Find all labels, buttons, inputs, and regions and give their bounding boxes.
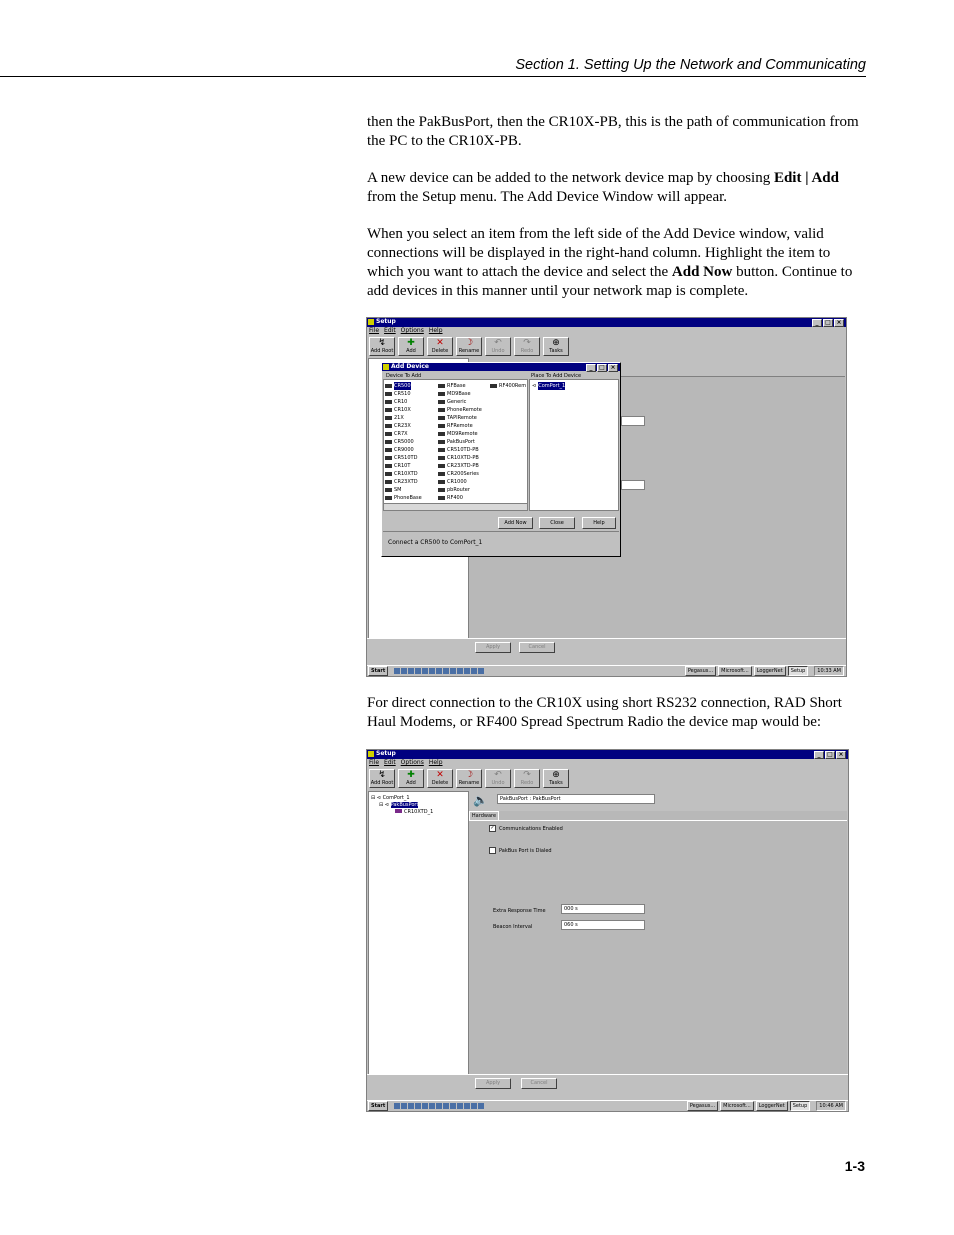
- device-icon: [438, 496, 445, 500]
- device-icon: [490, 384, 497, 388]
- device-icon: [385, 456, 392, 460]
- menu-edit[interactable]: Edit: [384, 759, 396, 766]
- start-button[interactable]: Start: [368, 1101, 388, 1111]
- device-icon: [385, 496, 392, 500]
- tree-node-pakbusport[interactable]: ⊟ ⊲ PakBusPort: [379, 802, 419, 808]
- redo-button[interactable]: ↷ Redo: [514, 337, 540, 356]
- page-number: 1-3: [844, 1158, 865, 1174]
- device-icon: [438, 448, 445, 452]
- device-icon: [385, 440, 392, 444]
- menu-help[interactable]: Help: [428, 759, 443, 766]
- dialog-minimize-button[interactable]: _: [586, 364, 596, 372]
- device-option[interactable]: 21X: [385, 414, 422, 422]
- task-setup[interactable]: Setup: [788, 666, 809, 676]
- device-icon: [438, 472, 445, 476]
- tasks-button[interactable]: ⊕ Tasks: [543, 337, 569, 356]
- device-column-2: [438, 382, 482, 502]
- tasks-icon: ⊕: [552, 338, 560, 348]
- dialog-maximize-button[interactable]: □: [597, 364, 607, 372]
- delete-button[interactable]: ✕ Delete: [427, 337, 453, 356]
- app-icon: [368, 319, 374, 325]
- quick-launch: [394, 1103, 484, 1109]
- add-device-dialog: [381, 362, 621, 557]
- device-name-field[interactable]: PakBusPort : PakBusPort: [497, 794, 655, 804]
- button-bar: [367, 638, 846, 666]
- device-option[interactable]: MD9Base: [438, 390, 482, 398]
- device-option[interactable]: CR10X: [385, 406, 422, 414]
- device-option[interactable]: RF400Rem: [490, 382, 526, 390]
- maximize-button[interactable]: □: [823, 319, 833, 327]
- device-option[interactable]: RF400: [438, 494, 482, 502]
- device-option[interactable]: pbRouter: [438, 486, 482, 494]
- device-option[interactable]: CR10XTD-PB: [438, 454, 482, 462]
- task-microsoft[interactable]: Microsoft...: [718, 666, 752, 676]
- title-bar: Setup _ □ ×: [367, 750, 848, 759]
- device-column-1: [385, 382, 422, 502]
- section-title: Section 1. Setting Up the Network and Communicating: [515, 57, 866, 73]
- title-bar: Setup _ □ ×: [367, 318, 846, 327]
- toolbar: [369, 769, 569, 787]
- plus-icon: ✚: [407, 770, 415, 780]
- clock: 10:46 AM: [816, 1101, 846, 1111]
- device-option[interactable]: PakBusPort: [438, 438, 482, 446]
- device-option[interactable]: CR5000: [385, 438, 422, 446]
- undo-icon: ↶: [494, 770, 502, 780]
- device-icon: [438, 424, 445, 428]
- device-tree[interactable]: [368, 791, 469, 1076]
- start-button[interactable]: Start: [368, 666, 388, 676]
- delete-icon: ✕: [436, 770, 444, 780]
- device-option[interactable]: CR510: [385, 390, 422, 398]
- extra-response-label: Extra Response Time: [493, 908, 546, 914]
- menu-file[interactable]: File: [369, 327, 380, 334]
- menu-file[interactable]: File: [369, 759, 380, 766]
- device-icon: [438, 440, 445, 444]
- device-icon: [385, 448, 392, 452]
- add-button[interactable]: ✚ Add: [398, 337, 424, 356]
- quick-launch: [394, 668, 484, 674]
- device-option[interactable]: CR23XTD: [385, 478, 422, 486]
- status-area: [383, 531, 619, 554]
- close-button[interactable]: ×: [836, 751, 846, 759]
- device-icon: [438, 384, 445, 388]
- spin-field[interactable]: [621, 480, 645, 490]
- tree-node-cr10xtd[interactable]: CR10XTD_1: [395, 808, 433, 816]
- device-option[interactable]: CR10: [385, 398, 422, 406]
- device-option[interactable]: CR23X: [385, 422, 422, 430]
- device-option[interactable]: CR7X: [385, 430, 422, 438]
- rename-icon: ☽: [464, 770, 474, 780]
- paragraph-1: then the PakBusPort, then the CR10X-PB, this is the path of communication from the PC to the CR10X-PB.: [367, 114, 859, 149]
- device-icon: [438, 456, 445, 460]
- undo-icon: ↶: [494, 338, 502, 348]
- device-icon: [438, 400, 445, 404]
- maximize-button[interactable]: □: [825, 751, 835, 759]
- device-option[interactable]: TAPIRemote: [438, 414, 482, 422]
- device-icon: [438, 488, 445, 492]
- task-setup[interactable]: Setup: [790, 1101, 811, 1111]
- device-option[interactable]: Generic: [438, 398, 482, 406]
- add-root-icon: ↯: [378, 338, 386, 348]
- device-option[interactable]: CR510TD-PB: [438, 446, 482, 454]
- device-icon: [385, 432, 392, 436]
- tasks-button[interactable]: ⊕ Tasks: [543, 769, 569, 788]
- device-option[interactable]: MD9Remote: [438, 430, 482, 438]
- device-option[interactable]: SM: [385, 486, 422, 494]
- device-list[interactable]: [383, 379, 528, 511]
- rename-icon: ☽: [464, 338, 474, 348]
- device-option[interactable]: CR10T: [385, 462, 422, 470]
- extra-response-input[interactable]: 000 s: [561, 904, 645, 914]
- task-pegasus[interactable]: Pegasus...: [685, 666, 716, 676]
- tree-node-comport[interactable]: ⊟ ⊲ ComPort_1: [371, 795, 410, 801]
- add-root-button[interactable]: ↯ Add Root: [370, 338, 394, 354]
- device-icon: [385, 416, 392, 420]
- task-microsoft[interactable]: Microsoft...: [720, 1101, 754, 1111]
- device-option[interactable]: CR510TD: [385, 454, 422, 462]
- undo-button[interactable]: ↶ Undo: [485, 769, 511, 788]
- apply-button[interactable]: Apply: [475, 1078, 511, 1089]
- rename-button[interactable]: ☽ Rename: [456, 769, 482, 788]
- tab-hardware[interactable]: Hardware: [469, 811, 499, 821]
- redo-button[interactable]: ↷ Redo: [514, 769, 540, 788]
- redo-icon: ↷: [523, 338, 531, 348]
- taskbar: [367, 665, 846, 676]
- menu-edit[interactable]: Edit: [384, 327, 396, 334]
- menu-bar: [369, 327, 443, 336]
- beacon-interval-label: Beacon Interval: [493, 924, 533, 930]
- device-icon: [385, 392, 392, 396]
- cancel-button[interactable]: Cancel: [519, 642, 555, 653]
- screenshot-device-map: [366, 749, 849, 1112]
- properties-pane: [469, 791, 847, 1074]
- device-icon: [438, 416, 445, 420]
- device-option[interactable]: PhoneBase: [385, 494, 422, 502]
- place-to-add-label: Place To Add Device: [531, 373, 582, 379]
- device-column-3: [490, 382, 526, 390]
- undo-button[interactable]: ↶ Undo: [485, 337, 511, 356]
- delete-icon: ✕: [436, 338, 444, 348]
- place-list[interactable]: [529, 379, 619, 511]
- device-icon: [385, 424, 392, 428]
- running-header: [0, 56, 866, 77]
- dialed-checkbox[interactable]: PakBus Port is Dialed: [489, 847, 552, 855]
- dialog-icon: [383, 364, 389, 370]
- dialog-title-bar: Add Device _ □ ×: [382, 363, 620, 371]
- dialog-close-button[interactable]: ×: [608, 364, 618, 372]
- minimize-button[interactable]: _: [812, 319, 822, 327]
- screenshot-add-device: [366, 317, 847, 677]
- device-icon: [438, 392, 445, 396]
- dropdown-field[interactable]: [621, 416, 645, 426]
- taskbar: [367, 1100, 848, 1111]
- device-option[interactable]: CR9000: [385, 446, 422, 454]
- add-root-button[interactable]: ↯ Add Root: [370, 770, 394, 786]
- paragraph-3: When you select an item from the left side of the Add Device window, valid connections will be displayed in the right-hand column. Highlight the item to which you want to attach the device and select the Add Now button. Continue to add devices in this manner until your network map is complete.: [367, 226, 853, 299]
- device-option[interactable]: CR200Series: [438, 470, 482, 478]
- button-bar: [367, 1074, 848, 1101]
- device-icon: [385, 464, 392, 468]
- device-icon: [385, 384, 392, 388]
- device-option[interactable]: CR500: [385, 382, 422, 390]
- beacon-interval-input[interactable]: 060 s: [561, 920, 645, 930]
- device-icon: [385, 472, 392, 476]
- cancel-button[interactable]: Cancel: [521, 1078, 557, 1089]
- device-option[interactable]: CR10XTD: [385, 470, 422, 478]
- dialog-close-button-text[interactable]: Close: [539, 517, 575, 529]
- tasks-icon: ⊕: [552, 770, 560, 780]
- minimize-button[interactable]: _: [814, 751, 824, 759]
- horizontal-scrollbar[interactable]: [384, 503, 527, 510]
- clock: 10:33 AM: [814, 666, 844, 676]
- device-to-add-label: Device To Add: [386, 373, 422, 379]
- menu-help[interactable]: Help: [428, 327, 443, 334]
- redo-icon: ↷: [523, 770, 531, 780]
- device-icon: [438, 464, 445, 468]
- device-icon: [385, 488, 392, 492]
- device-option[interactable]: PhoneRemote: [438, 406, 482, 414]
- help-button[interactable]: Help: [582, 517, 616, 529]
- paragraph-2: A new device can be added to the network device map by choosing Edit | Add from the Setup menu. The Add Device Window will appear.: [367, 170, 839, 205]
- apply-button[interactable]: Apply: [475, 642, 511, 653]
- plus-icon: ✚: [407, 338, 415, 348]
- device-icon: [385, 480, 392, 484]
- device-option[interactable]: CR23XTD-PB: [438, 462, 482, 470]
- paragraph-4: For direct connection to the CR10X using short RS232 connection, RAD Short Haul Modems, or RF400 Spread Spectrum Radio the device map would be:: [367, 695, 842, 730]
- device-icon: [385, 408, 392, 412]
- menu-options[interactable]: Options: [400, 759, 424, 766]
- device-option[interactable]: RFBase: [438, 382, 482, 390]
- status-text: Connect a CR500 to ComPort_1: [388, 539, 483, 546]
- delete-button[interactable]: ✕ Delete: [427, 769, 453, 788]
- menu-bar: [369, 759, 443, 768]
- device-icon: [438, 432, 445, 436]
- device-icon: [385, 400, 392, 404]
- device-option[interactable]: RFRemote: [438, 422, 482, 430]
- comm-enabled-checkbox[interactable]: ✓ Communications Enabled: [490, 825, 563, 832]
- speaker-icon: 🔈: [473, 793, 488, 807]
- task-pegasus[interactable]: Pegasus...: [687, 1101, 718, 1111]
- rename-button[interactable]: ☽ Rename: [456, 337, 482, 356]
- port-icon: ⊲: [532, 383, 537, 389]
- add-button[interactable]: ✚ Add: [398, 769, 424, 788]
- device-option[interactable]: CR1000: [438, 478, 482, 486]
- toolbar: [369, 337, 569, 355]
- place-comport[interactable]: ⊲ ComPort_1: [532, 383, 566, 389]
- app-icon: [368, 751, 374, 757]
- datalogger-icon: [395, 809, 402, 813]
- device-icon: [438, 408, 445, 412]
- task-loggernet[interactable]: LoggerNet: [756, 1101, 788, 1111]
- add-root-icon: ↯: [378, 770, 386, 780]
- close-button[interactable]: ×: [834, 319, 844, 327]
- menu-options[interactable]: Options: [400, 327, 424, 334]
- device-icon: [438, 480, 445, 484]
- add-now-button[interactable]: Add Now: [498, 517, 533, 529]
- task-loggernet[interactable]: LoggerNet: [754, 666, 786, 676]
